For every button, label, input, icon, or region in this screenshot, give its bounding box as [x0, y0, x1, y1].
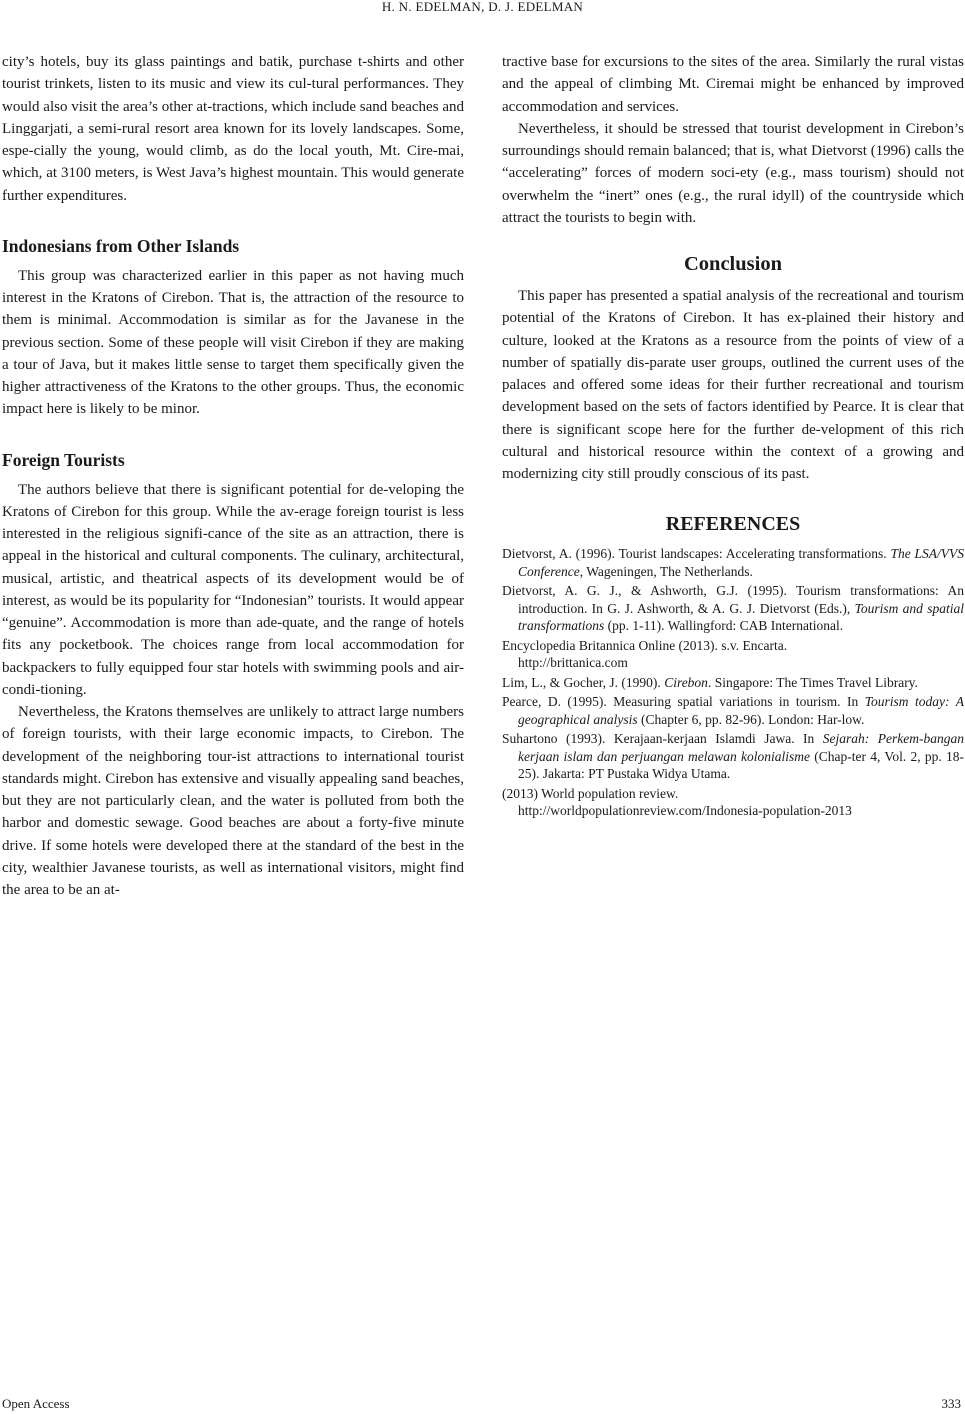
paragraph: Nevertheless, the Kratons themselves are unlikely to attract large numbers of foreign tourists, with their large economic impacts, to Cirebon. The development of the neighboring tour-ist attractions to international tourist standards might. Cirebon has extensive and visually appealing sand beaches, but they are not particularly clean, and the water is polluted from both the harbor and domestic sewage. Good beaches are about a forty-five minute drive. If some hotels were developed there at the standard of the best in the city, wealthier Javanese tourists, as well as international visitors, might find the area to be an at- — [2, 704, 464, 898]
paragraph: tractive base for excursions to the sites of the area. Similarly the rural vistas and the appeal of climbing Mt. Ciremai might be enhanced by improved accommodation and services. — [502, 54, 964, 115]
section-heading-indonesians: Indonesians from Other Islands — [2, 235, 240, 256]
reference-item: Encyclopedia Britannica Online (2013). s.v. Encarta. http://brittanica.com — [502, 637, 964, 672]
reference-item: Dietvorst, A. (1996). Tourist landscapes: Accelerating transformations. The LSA/VVS Conference, Wageningen, The Netherlands. — [502, 546, 965, 579]
section-heading-conclusion: Conclusion — [684, 253, 782, 275]
section-heading-foreign-tourists: Foreign Tourists — [2, 449, 125, 470]
reference-url[interactable]: http://worldpopulationreview.com/Indonesia-population-2013 — [518, 803, 852, 819]
reference-item: Lim, L., & Gocher, J. (1990). Cirebon. Singapore: The Times Travel Library. — [502, 674, 918, 690]
left-column — [2, 51, 464, 901]
reference-list — [502, 545, 964, 820]
page-number: 333 — [941, 1396, 961, 1411]
reference-item: (2013) World population review. http://worldpopulationreview.com/Indonesia-population-2013 — [502, 785, 964, 820]
footer-open-access: Open Access — [2, 1396, 70, 1411]
paragraph: This paper has presented a spatial analysis of the recreational and tourism potential of the Kratons of Cirebon. It has ex-plained their history and culture, looked at the Kratons as a resource from the points of view of a number of spatially dis-parate user groups, outlined the current uses of the palaces and offered some ideas for their further recreational and tourism development based on the sets of factors identified by Pearce. It is clear that there is significant scope here for the further de-velopment of this rich cultural and historical resource within the context of a growing and modernizing city still proudly conscious of its past. — [502, 288, 964, 482]
paragraph: city’s hotels, buy its glass paintings and batik, purchase t-shirts and other tourist trinkets, listen to its music and view its cul-tural performances. They would also visit the area’s other at-tractions, which include sand beaches and Linggarjati, a semi-rural resort area known for its lovely landscapes. Some, espe-cially the young, would climb, as do the local youth, Mt. Cire-mai, which, at 3100 meters, is West Java’s highest mountain. This would generate further expenditures. — [2, 54, 464, 204]
reference-item: Pearce, D. (1995). Measuring spatial variations in tourism. In Tourism today: A geographical analysis (Chapter 6, pp. 82-96). London: Har-low. — [502, 694, 964, 727]
reference-url[interactable]: http://brittanica.com — [518, 655, 628, 671]
section-heading-references: REFERENCES — [665, 513, 801, 536]
reference-item: Suhartono (1993). Kerajaan-kerjaan Islamdi Jawa. In Sejarah: Perkem-bangan kerjaan islam dan perjuangan melawan kolonialisme (Chap-ter 4, Vol. 2, pp. 18-25). Jakarta: PT Pustaka Widya Utama. — [502, 731, 964, 782]
paragraph: This group was characterized earlier in this paper as not having much interest in the Kratons of Cirebon. That is, the attraction of the resource to them is minimal. Accommodation is similar as for the Javanese in the previous section. Some of these people will visit Cirebon if they are making a tour of Java, but it makes little sense to target them specifically given the higher attractiveness of the Kratons to the other groups. Thus, the economic impact here is likely to be minor. — [2, 267, 464, 418]
paragraph: Nevertheless, it should be stressed that tourist development in Cirebon’s surroundings should remain balanced; that is, what Dietvorst (1996) calls the “accelerating” forces of modern soci-ety (e.g., mass tourism) should not overwhelm the “inert” ones (e.g., the rural idyll) of the countryside which attract the tourists to begin with. — [502, 120, 964, 226]
reference-item: Dietvorst, A. G. J., & Ashworth, G.J. (1995). Tourism transformations: An introduction. In G. J. Ashworth, & A. G. J. Dietvorst (Eds.), Tourism and spatial transformations (pp. 1-11). Wallingford: CAB International. — [502, 583, 964, 634]
right-column — [502, 51, 964, 822]
running-header: H. N. EDELMAN, D. J. EDELMAN — [381, 0, 584, 14]
paragraph: The authors believe that there is significant potential for de-veloping the Kratons of Cirebon for this group. While the av-erage foreign tourist is less interested in the religious signifi-cance of the site as an attraction, there is appeal in the historical and cultural components. The culinary, architectural, musical, artistic, and theatrical aspects of its development would be of interest, as would be its popularity for “Indonesian” tourists. It would appear “genuine”. Accommodation is more than ade-quate, and the range of hotels fits any pocketbook. The choices range from local accommodation for backpackers to fully equipped four star hotels with swimming pools and air-condi-tioning. — [2, 481, 464, 698]
